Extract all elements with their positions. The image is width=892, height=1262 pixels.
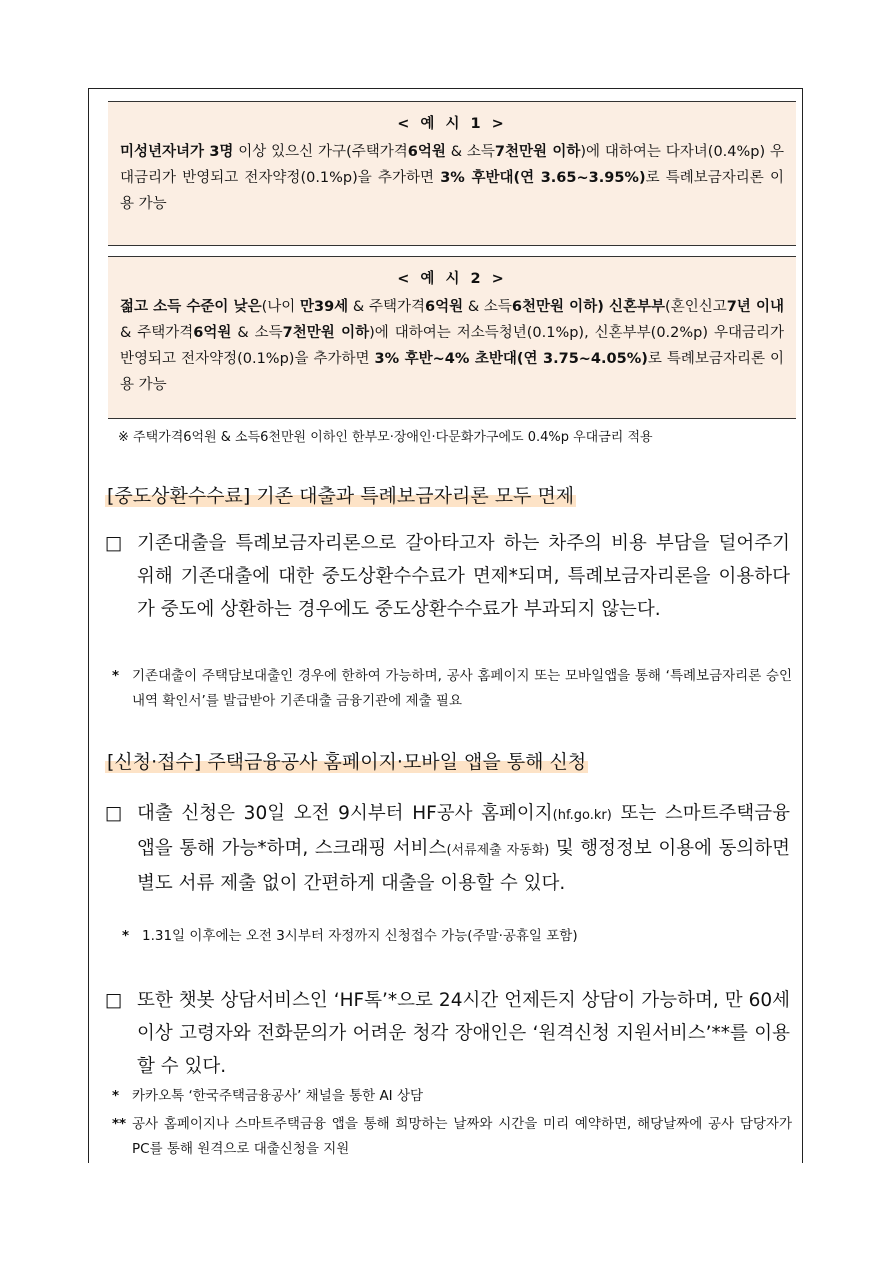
example1-part-7: 로 특례보금자리론 이용 가능 xyxy=(120,170,784,212)
example1-part-2: 6억원 xyxy=(407,144,446,160)
paragraph-text: 또한 챗봇 상담서비스인 ‘HF톡’*으로 24시간 언제든지 상담이 가능하며, 만 60세 이상 고령자와 전화문의가 어려운 청각 장애인은 ‘원격신청 지원서비스’**를 이용할 수 있다. xyxy=(137,990,790,1077)
example2-part-5: & 소득 xyxy=(463,299,512,315)
example2-part-11: & 소득 xyxy=(231,325,283,341)
paragraph-application xyxy=(105,797,790,900)
example2-part-15: 로 특례보금자리론 이용 가능 xyxy=(120,351,784,393)
example-box-2 xyxy=(108,256,796,419)
footnote-text: 1.31일 이후에는 오전 3시부터 자정까지 신청접수 가능(주말·공휴일 포함) xyxy=(142,928,578,944)
section-heading-application: [신청·접수] 주택금융공사 홈페이지·모바일 앱을 통해 신청 xyxy=(107,751,587,773)
square-bullet-icon: □ xyxy=(105,533,123,554)
example2-part-3: & 주택가격 xyxy=(348,299,425,315)
example2-part-1: (나이 xyxy=(261,299,300,315)
footnote-mark: ** xyxy=(112,1116,127,1132)
paragraph-text-c: 및 행정정보 이용에 동의하면 별도 서류 제출 없이 간편하게 대출을 이용할 수 있다. xyxy=(137,838,790,894)
example2-part-10: 6억원 xyxy=(193,325,232,341)
example2-part-4: 6억원 xyxy=(425,299,464,315)
paragraph-prepayment xyxy=(105,527,790,626)
example2-part-6: 6천만원 이하) 신혼부부 xyxy=(511,299,666,315)
example2-part-0: 젊고 소득 수준이 낮은 xyxy=(120,299,262,315)
example-title-2: < 예 시 2 > xyxy=(397,271,507,287)
footnote-application-hours xyxy=(122,924,802,949)
footnote-text: 카카오톡 ‘한국주택금융공사’ 채널을 통한 AI 상담 xyxy=(132,1088,424,1104)
square-bullet-icon: □ xyxy=(105,803,123,824)
example2-part-14: 3% 후반~4% 초반대(연 3.75~4.05%) xyxy=(374,351,648,367)
example2-part-7: (혼인신고 xyxy=(665,299,727,315)
footnote-text: 공사 홈페이지나 스마트주택금융 앱을 통해 희망하는 날짜와 시간을 미리 예약하면, 해당날짜에 공사 담당자가 PC를 통해 원격으로 대출신청을 지원 xyxy=(132,1116,792,1157)
example1-part-5: )에 대하여는 다자녀(0.4%p) 우대금리가 반영되고 전자약정(0.1%p)을 추가하면 xyxy=(120,144,785,186)
footnote-remote-service xyxy=(112,1112,792,1162)
example1-part-3: & 소득 xyxy=(445,144,495,160)
footnote-chatbot xyxy=(112,1084,792,1109)
paragraph-text: 기존대출을 특례보금자리론으로 갈아타고자 하는 차주의 비용 부담을 덜어주기 위해 기존대출에 대한 중도상환수수료가 면제*되며, 특례보금자리론을 이용하다가 중도에 상환하는 경우에도 중도상환수수료가 부과되지 않는다. xyxy=(137,533,790,620)
example2-part-12: 7천만원 이하 xyxy=(282,325,370,341)
example-body-1 xyxy=(120,139,784,217)
footnote-mark: * xyxy=(112,668,120,684)
example-box-1 xyxy=(108,101,796,246)
example2-part-9: & 주택가격 xyxy=(120,325,194,341)
footnote-mark: * xyxy=(122,928,130,944)
section-heading-prepayment: [중도상환수수료] 기존 대출과 특례보금자리론 모두 면제 xyxy=(107,485,575,507)
example1-part-6: 3% 후반대(연 3.65~3.95%) xyxy=(440,170,646,186)
paragraph-chatbot xyxy=(105,984,790,1083)
example1-part-4: 7천만원 이하 xyxy=(494,144,581,160)
note-text: ※ 주택가격6억원 & 소득6천만원 이하인 한부모·장애인·다문화가구에도 0.4%p 우대금리 적용 xyxy=(118,430,653,445)
example2-part-8: 7년 이내 xyxy=(726,299,784,315)
paragraph-text-b: 또는 스마트주택금융 앱을 통해 가능*하며, 스크래핑 서비스 xyxy=(137,803,790,859)
footnote-mark: * xyxy=(112,1088,120,1104)
example1-part-1: 이상 있으신 가구(주택가격 xyxy=(233,144,408,160)
paragraph-text-a: 대출 신청은 30일 오전 9시부터 HF공사 홈페이지 xyxy=(137,803,553,824)
example2-part-2: 만39세 xyxy=(299,299,349,315)
footnote-text: 기존대출이 주택담보대출인 경우에 한하여 가능하며, 공사 홈페이지 또는 모바일앱을 통해 ‘특례보금자리론 승인내역 확인서’를 발급받아 기존대출 금융기관에 제출 필요 xyxy=(132,668,792,709)
footnote-prepayment xyxy=(112,664,792,714)
example2-part-13: )에 대하여는 저소득청년(0.1%p), 신혼부부(0.2%p) 우대금리가 반영되고 전자약정(0.1%p)을 추가하면 xyxy=(120,325,785,367)
example-title-1: < 예 시 1 > xyxy=(397,116,507,132)
square-bullet-icon: □ xyxy=(105,990,123,1011)
example1-part-0: 미성년자녀가 3명 xyxy=(120,144,234,160)
example-body-2 xyxy=(120,294,784,398)
scraping-note: (서류제출 자동화) xyxy=(446,843,550,858)
website-url: (hf.go.kr) xyxy=(552,808,612,823)
